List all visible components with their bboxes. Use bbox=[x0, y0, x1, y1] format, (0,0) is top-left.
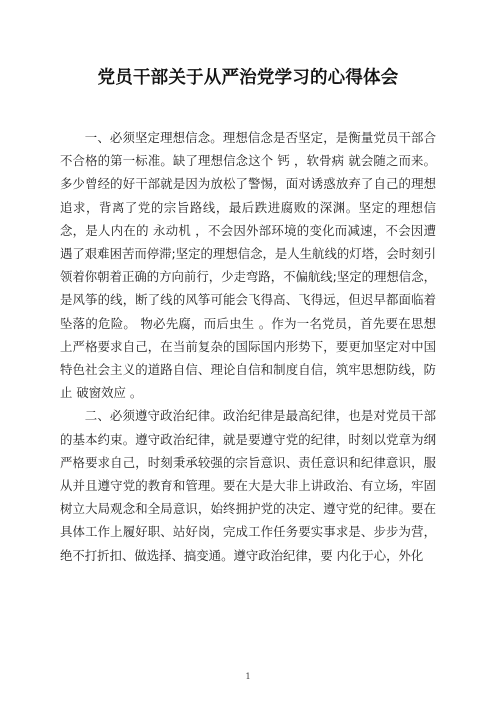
paragraph-discipline: 二、必须遵守政治纪律。政治纪律是最高纪律，也是对党员干部的基本约束。遵守政治纪律，就是要遵守党的纪律，时刻以党章为纲严格要求自己，时刻秉承较强的宗旨意识、责任意识和纪律意识，服从并且遵守党的教育和管理。要在大是大非上讲政治、有立场，牢固树立大局观念和全局意识，始终拥护党的决定、遵守党的纪律。要在具体工作上履好职、站好岗，完成工作任务要实事求是、步步为营，绝不打折扣、做选择、搞变通。遵守政治纪律，要 内化于心，外化 bbox=[60, 408, 436, 563]
paragraph-ideals: 一、必须坚定理想信念。理想信念是否坚定，是衡量党员干部合不合格的第一标准。缺了理想信念这个 钙 ，软骨病 就会随之而来。多少曾经的好干部就是因为放松了警惕，面对诱惑放弃了自己的理想追求，背离了党的宗旨路线，最后跌进腐败的深渊。坚定的理想信念，是人内在的 永动机 ，不会因外部环境的变化而减速，不会因遭遇了艰难困苦而停滞;坚定的理想信念，是人生航线的灯塔，会时刻引领着你朝着正确的方向前行，少走弯路，不偏航线;坚定的理想信念，是风筝的线，断了线的风筝可能会飞得高、飞得远，但迟早都面临着坠落的危险。 物必先腐，而后虫生 。作为一名党员，首先要在思想上严格要求自己，在当前复杂的国际国内形势下，要更加坚定对中国特色社会主义的道路自信、理论自信和制度自信，筑牢思想防线，防止 破窗效应 。 bbox=[60, 130, 436, 401]
document-body bbox=[60, 126, 436, 567]
page-number: 1 bbox=[245, 672, 251, 681]
page-title: 党员干部关于从严治党学习的心得体会 bbox=[97, 68, 399, 88]
